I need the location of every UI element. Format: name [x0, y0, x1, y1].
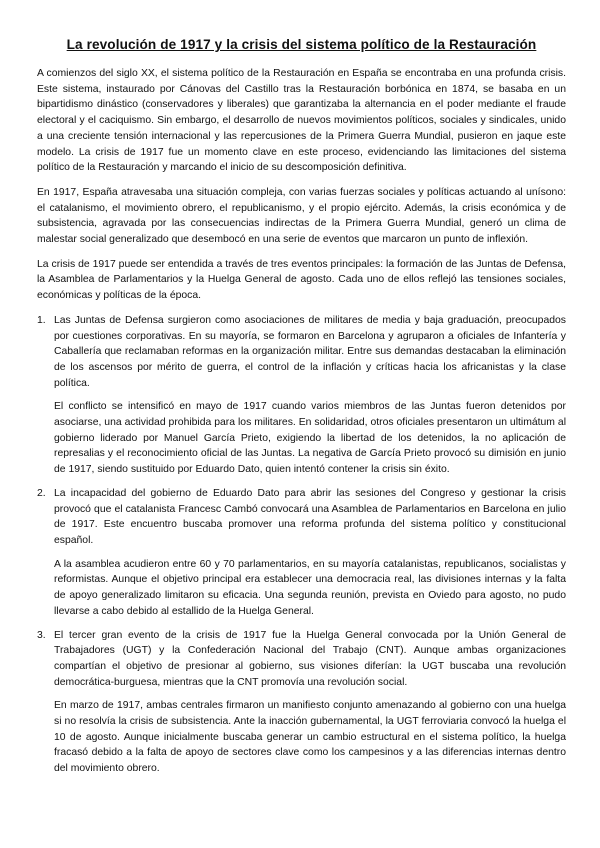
document-title: La revolución de 1917 y la crisis del sistema político de la Restauración	[66, 37, 537, 52]
intro-paragraph: La crisis de 1917 puede ser entendida a través de tres eventos principales: la formación de las Juntas de Defensa, la Asamblea de Parlamentarios y la Huelga General de agosto. Cada uno de ellos reflejó las tensiones sociales, económicas y políticas de la época.	[37, 258, 566, 302]
intro-paragraph: En 1917, España atravesaba una situación compleja, con varias fuerzas sociales y políticas actuando al unísono: el catalanismo, el movimiento obrero, el republicanismo, y el propio ejército. Además, la crisis económica y de subsistencia, agravada por las consecuencias indirectas de la Primera Guerra Mundial, generó un clima de malestar social generalizado que desembocó en una serie de eventos que marcaron un punto de inflexión.	[37, 186, 566, 246]
intro-paragraph: A comienzos del siglo XX, el sistema político de la Restauración en España se encontraba en una profunda crisis. Este sistema, instaurado por Cánovas del Castillo tras la Restauración borbónica en 1874, se basaba en un bipartidismo dinástico (conservadores y liberales) que garantizaba la alternancia en el poder mediante el fraude electoral y el caciquismo. Sin embargo, el desarrollo de nuevos movimientos políticos, sociales y sindicales, unido a una creciente tensión internacional y las repercusiones de la Primera Guerra Mundial, pusieron en jaque este modelo. La crisis de 1917 fue un momento clave en este proceso, evidenciando las limitaciones del sistema político de la Restauración y marcando el inicio de su descomposición definitiva.	[37, 68, 566, 174]
list-item-paragraph: La incapacidad del gobierno de Eduardo Dato para abrir las sesiones del Congreso y gestionar la crisis provocó que el catalanista Francesc Cambó convocará una Asamblea de Parlamentarios en Barcelona en julio de 1917. Este encuentro buscaba promover una reforma profunda del sistema político y constitucional español.	[54, 487, 566, 546]
list-item-number: 2.	[37, 487, 46, 499]
list-item	[37, 486, 566, 620]
list-item-paragraph: El tercer gran evento de la crisis de 1917 fue la Huelga General convocada por la Unión General de Trabajadores (UGT) y la Confederación Nacional del Trabajo (CNT). Aunque ambas organizaciones compartían el objetivo de presionar al gobierno, sus visiones diferían: la UGT buscaba una revolución democrática-burguesa, mientras que la CNT promovía una revolución social.	[54, 629, 566, 688]
list-item-paragraph: El conflicto se intensificó en mayo de 1917 cuando varios miembros de las Juntas fueron detenidos por asociarse, una actividad prohibida para los militares. En solidaridad, otros oficiales presentaron un ultimátum al gobierno liderado por Manuel García Prieto, exigiendo la libertad de los detenidos, la no aplicación de represalias y el reconocimiento oficial de las Juntas. La negativa de García Prieto provocó su dimisión en junio de 1917, siendo sustituido por Eduardo Dato, quien intentó contener la crisis sin éxito.	[54, 401, 566, 476]
events-list	[37, 313, 566, 777]
list-item-paragraph: A la asamblea acudieron entre 60 y 70 parlamentarios, en su mayoría catalanistas, republicanos, socialistas y reformistas. Aunque el objetivo principal era establecer una democracia real, las divisiones internas y la falta de apoyo generalizado limitaron su eficacia. Una segunda reunión, prevista en Oviedo para agosto, no pudo llevarse a cabo debido al estallido de la Huelga General.	[54, 558, 566, 617]
list-item-paragraph: Las Juntas de Defensa surgieron como asociaciones de militares de media y baja graduación, preocupados por cuestiones corporativas. En su mayoría, se formaron en Barcelona y agruparon a oficiales de Infantería y Caballería que reclamaban reformas en la organización militar. Entre sus demandas destacaban la eliminación de los ascensos por mérito de guerra, el control de la inflación y críticas hacia los africanistas y la clase política.	[54, 314, 566, 389]
list-item	[37, 628, 566, 777]
list-item	[37, 313, 566, 478]
list-item-number: 3.	[37, 629, 46, 641]
list-item-paragraph: En marzo de 1917, ambas centrales firmaron un manifiesto conjunto amenazando al gobierno con una huelga si no resolvía la crisis de subsistencia. Ante la inacción gubernamental, la UGT ferroviaria convocó la huelga el 10 de agosto. Aunque inicialmente buscaba generar un cambio estructural en el sistema político, la huelga fracasó debido a la falta de apoyo de sectores clave como los campesinos y a las diferencias internas dentro del movimiento obrero.	[54, 700, 566, 775]
list-item-number: 1.	[37, 314, 46, 326]
